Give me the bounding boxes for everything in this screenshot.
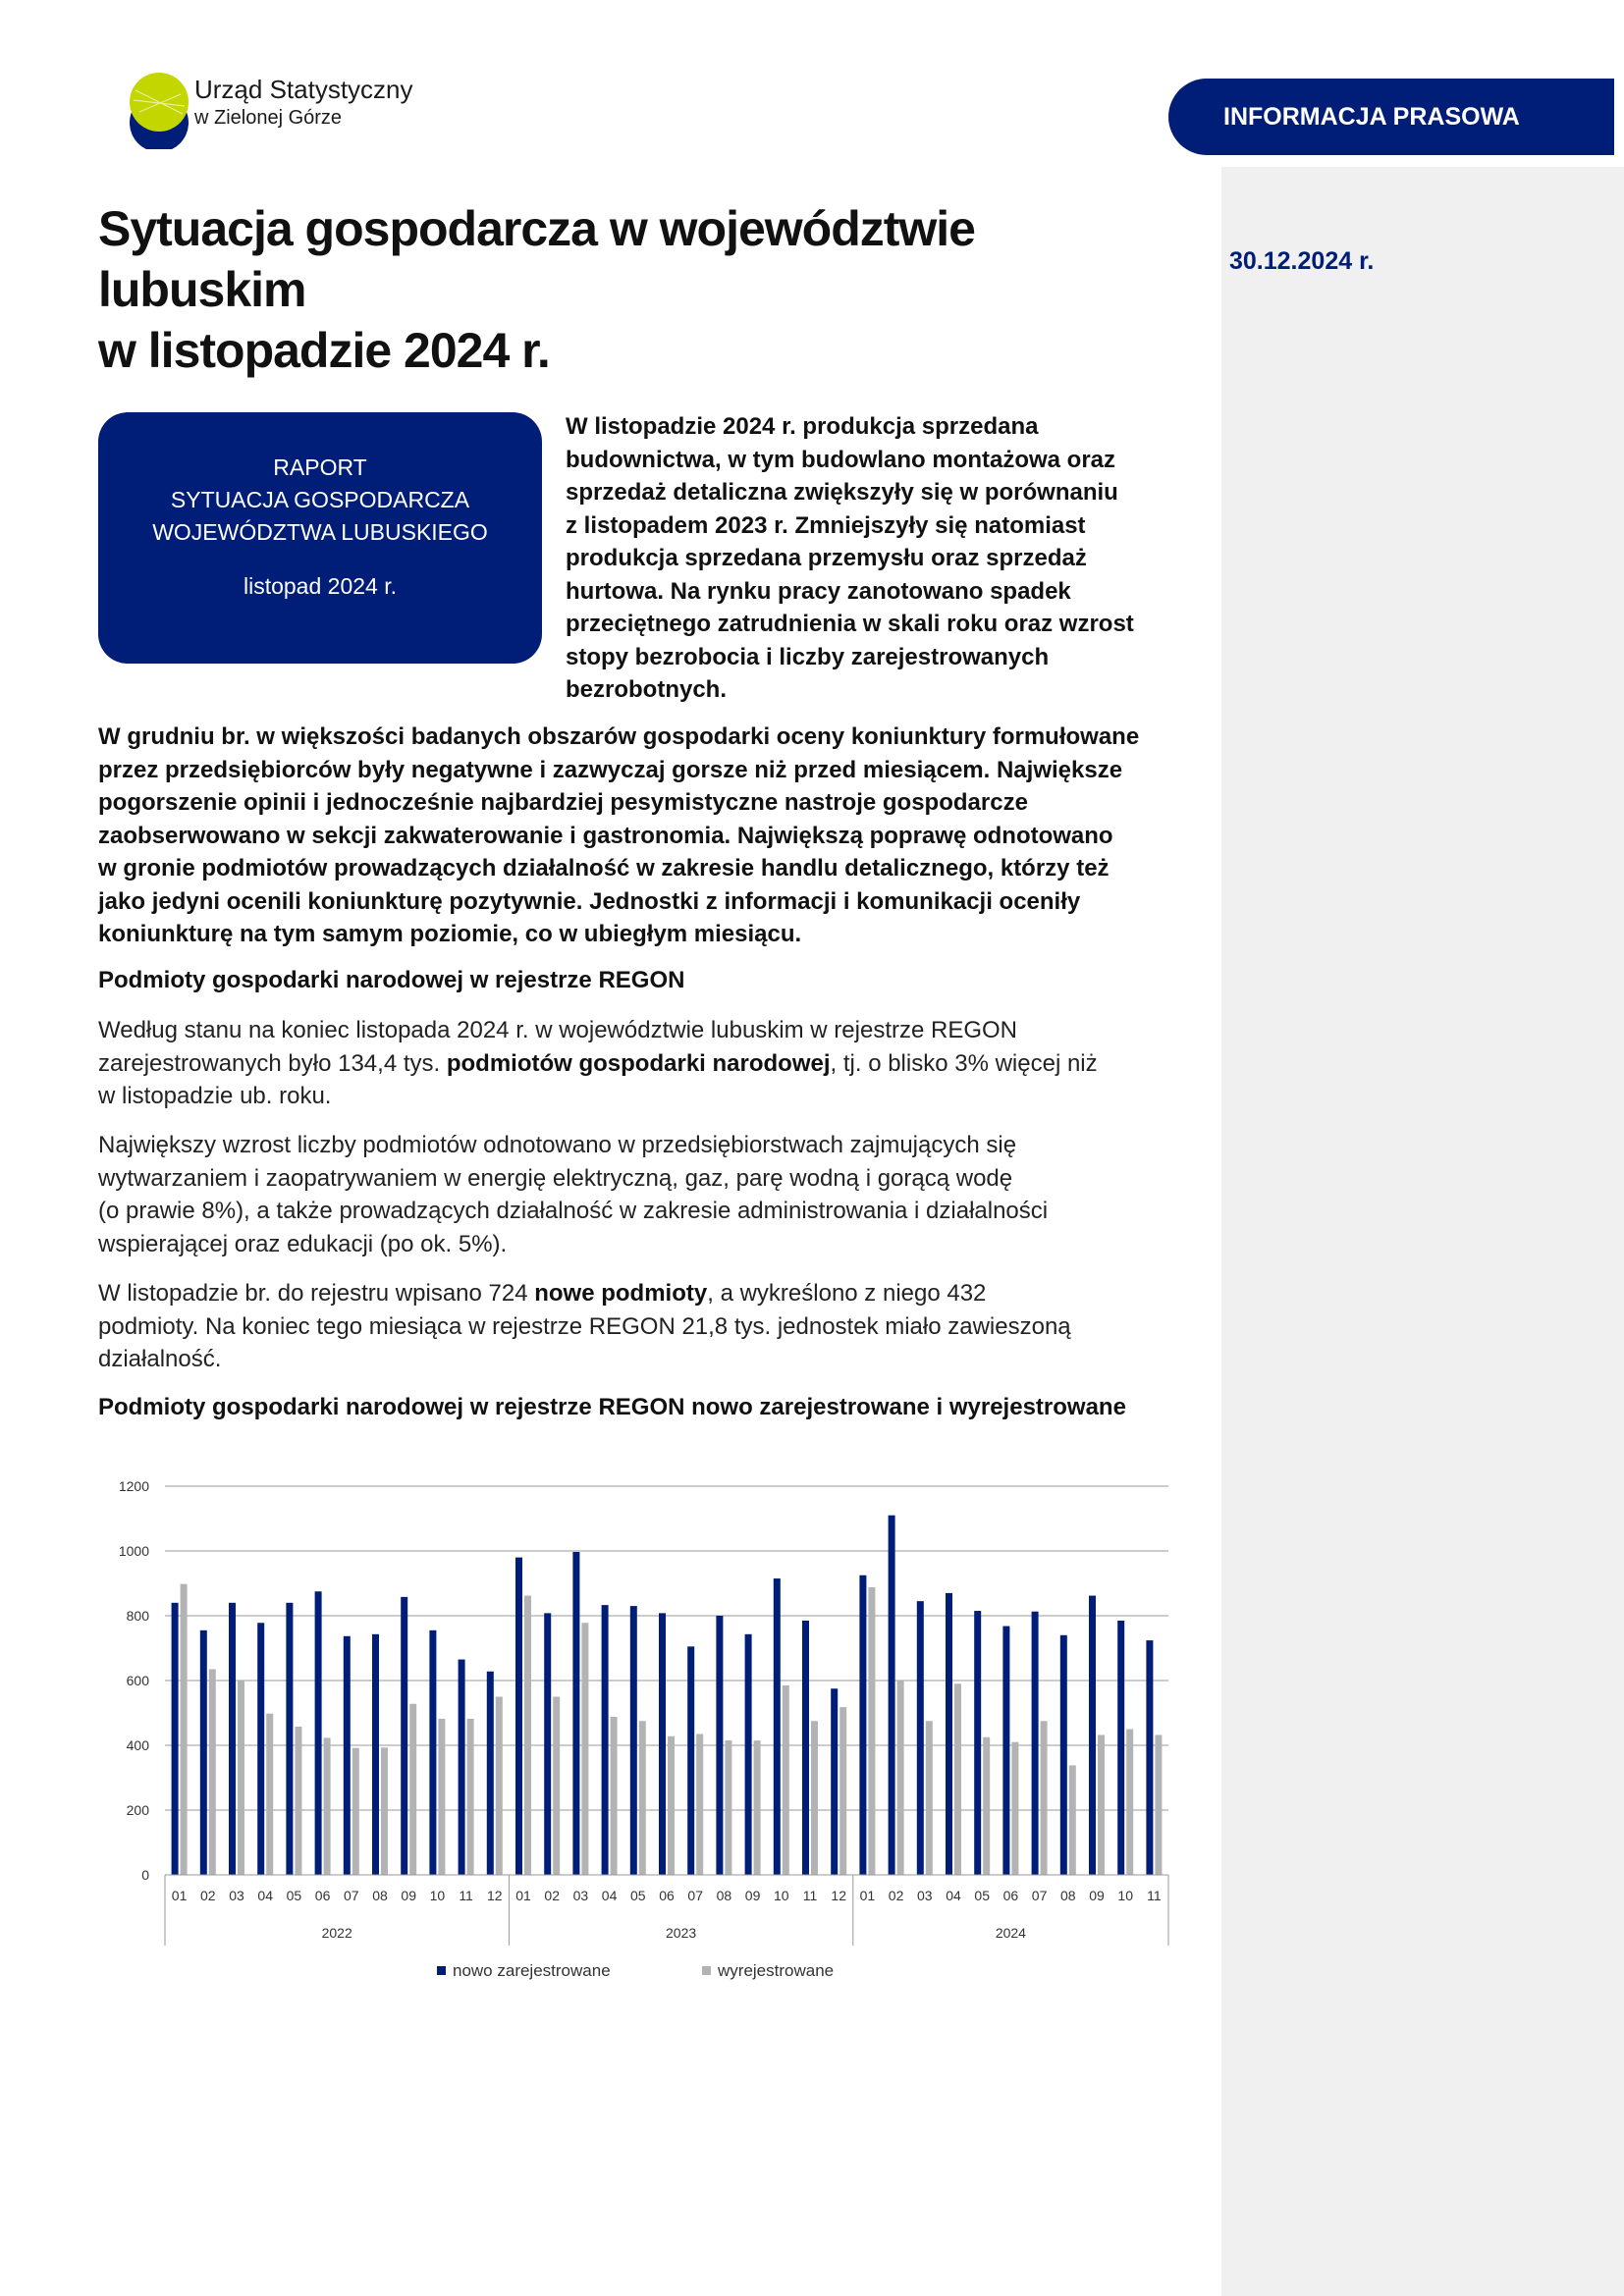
- x-tick-label: 08: [716, 1888, 732, 1903]
- text-line: wytwarzaniem i zaopatrywaniem w energię elektryczną, gaz, parę wodną i gorącą wodę: [98, 1164, 1013, 1192]
- sidebar-panel: [1221, 167, 1624, 2296]
- bar-deregistered: [783, 1685, 789, 1875]
- bar-new-registered: [200, 1630, 207, 1875]
- text-span: , tj. o blisko 3% więcej niż: [830, 1049, 1098, 1077]
- legend-swatch-deregistered: [702, 1966, 711, 1975]
- bar-deregistered: [1011, 1742, 1018, 1875]
- bar-new-registered: [344, 1636, 351, 1875]
- text-line: [98, 1047, 1198, 1081]
- text-line: W grudniu br. w większości badanych obszarów gospodarki oceny koniunktury formułowane: [98, 723, 1140, 750]
- bar-deregistered: [496, 1697, 503, 1876]
- emphasis-text: podmiotów gospodarki narodowej: [446, 1049, 831, 1077]
- bar-new-registered: [1117, 1621, 1124, 1875]
- x-tick-label: 09: [744, 1888, 761, 1903]
- y-tick-label: 200: [126, 1802, 149, 1818]
- text-span: W listopadzie br. do rejestru wpisano 724: [98, 1280, 535, 1307]
- x-tick-label: 06: [314, 1888, 331, 1903]
- bar-deregistered: [266, 1714, 273, 1875]
- x-tick-label: 11: [1147, 1888, 1162, 1903]
- logo-mark-icon: [126, 51, 194, 149]
- x-tick-label: 01: [515, 1888, 531, 1903]
- x-tick-label: 02: [544, 1888, 560, 1903]
- year-label: 2022: [321, 1925, 352, 1941]
- bar-new-registered: [515, 1558, 522, 1875]
- x-tick-label: 12: [487, 1888, 503, 1903]
- report-link-box[interactable]: [98, 412, 542, 664]
- x-tick-label: 03: [229, 1888, 244, 1903]
- lead-paragraph: [566, 410, 1194, 707]
- bar-new-registered: [572, 1552, 579, 1875]
- text-line: stopy bezrobocia i liczby zarejestrowanych: [566, 643, 1050, 670]
- bar-new-registered: [687, 1646, 694, 1875]
- text-line: (o prawie 8%), a także prowadzących działalność w zakresie administrowania i działalności: [98, 1198, 1049, 1224]
- bar-deregistered: [696, 1734, 703, 1875]
- text-line: przez przedsiębiorców były negatywne i zazwyczaj gorsze niż przed miesiącem. Największe: [98, 756, 1123, 783]
- bar-new-registered: [974, 1611, 981, 1875]
- text-line: działalność.: [98, 1346, 222, 1372]
- bar-deregistered: [581, 1623, 588, 1875]
- x-tick-label: 08: [1060, 1888, 1076, 1903]
- text-line: hurtowa. Na rynku pracy zanotowano spadek: [566, 577, 1071, 605]
- text-line: [98, 1277, 1198, 1310]
- bar-deregistered: [467, 1719, 474, 1875]
- x-tick-label: 11: [802, 1888, 818, 1903]
- bar-deregistered: [381, 1747, 388, 1875]
- bar-new-registered: [745, 1634, 752, 1875]
- bar-deregistered: [868, 1587, 875, 1875]
- text-span: zarejestrowanych było 134,4 tys.: [98, 1049, 447, 1077]
- text-span: , a wykreślono z niego 432: [707, 1280, 987, 1307]
- bar-deregistered: [238, 1680, 244, 1875]
- bar-new-registered: [429, 1630, 436, 1875]
- bar-new-registered: [630, 1606, 637, 1875]
- bar-new-registered: [659, 1613, 666, 1875]
- text-line: wspierającej oraz edukacji (po ok. 5%).: [98, 1230, 508, 1257]
- bar-new-registered: [1002, 1627, 1009, 1875]
- bar-deregistered: [639, 1721, 646, 1875]
- bar-new-registered: [1089, 1596, 1096, 1875]
- x-tick-label: 08: [372, 1888, 388, 1903]
- regon-paragraph-3: [98, 1277, 1198, 1376]
- text-line: podmioty. Na koniec tego miesiąca w rejestrze REGON 21,8 tys. jednostek miało zawieszoną: [98, 1312, 1071, 1340]
- x-tick-label: 02: [200, 1888, 216, 1903]
- bar-deregistered: [897, 1681, 904, 1875]
- logo-subtitle: w Zielonej Górze: [194, 107, 343, 129]
- x-tick-label: 01: [171, 1888, 188, 1903]
- business-sentiment-paragraph: [98, 721, 1198, 951]
- logo-title: Urząd Statystyczny: [194, 75, 413, 104]
- bar-new-registered: [1060, 1635, 1067, 1875]
- press-release-badge: INFORMACJA PRASOWA: [1168, 79, 1614, 155]
- text-line: z listopadem 2023 r. Zmniejszyły się natomiast: [566, 511, 1086, 539]
- x-tick-label: 10: [1117, 1888, 1133, 1903]
- bar-new-registered: [1146, 1640, 1153, 1875]
- regon-paragraph-2: [98, 1129, 1198, 1260]
- bar-deregistered: [839, 1707, 846, 1875]
- regon-bar-chart: [98, 1463, 1188, 1993]
- bar-new-registered: [257, 1623, 264, 1875]
- bar-new-registered: [544, 1613, 551, 1875]
- title-line: w listopadzie 2024 r.: [98, 323, 550, 378]
- bar-new-registered: [917, 1601, 924, 1875]
- bar-deregistered: [209, 1669, 216, 1875]
- year-label: 2023: [666, 1925, 697, 1941]
- bar-new-registered: [172, 1603, 179, 1875]
- text-line: przeciętnego zatrudnienia w skali roku oraz wzrost: [566, 611, 1134, 637]
- x-tick-label: 10: [774, 1888, 789, 1903]
- bar-deregistered: [1041, 1721, 1048, 1875]
- bar-new-registered: [831, 1688, 838, 1875]
- year-label: 2024: [995, 1925, 1026, 1941]
- bar-deregistered: [1069, 1765, 1076, 1875]
- bar-new-registered: [286, 1603, 293, 1875]
- bar-deregistered: [524, 1596, 531, 1875]
- text-line: koniunkturę na tym samym poziomie, co w ubiegłym miesiącu.: [98, 921, 802, 947]
- text-line: W listopadzie 2024 r. produkcja sprzedana: [566, 413, 1039, 440]
- bar-deregistered: [352, 1748, 359, 1875]
- bar-deregistered: [295, 1727, 301, 1875]
- bar-new-registered: [372, 1634, 379, 1875]
- bar-deregistered: [324, 1737, 331, 1875]
- bar-deregistered: [438, 1719, 445, 1875]
- bar-deregistered: [1126, 1730, 1133, 1876]
- bar-deregistered: [811, 1721, 818, 1875]
- x-tick-label: 11: [459, 1888, 473, 1903]
- section-heading: Podmioty gospodarki narodowej w rejestrze REGON: [98, 967, 685, 993]
- bar-new-registered: [946, 1593, 952, 1875]
- report-label: SYTUACJA GOSPODARCZA: [170, 487, 470, 512]
- y-tick-label: 0: [141, 1867, 149, 1883]
- bar-new-registered: [315, 1591, 322, 1875]
- emphasis-text: nowe podmioty: [534, 1280, 708, 1307]
- y-tick-label: 400: [126, 1737, 149, 1753]
- x-tick-label: 06: [659, 1888, 675, 1903]
- logo-text: [194, 75, 413, 130]
- y-tick-label: 1200: [118, 1478, 149, 1494]
- bar-deregistered: [668, 1736, 675, 1875]
- bar-deregistered: [1155, 1735, 1162, 1875]
- bar-new-registered: [487, 1672, 494, 1875]
- logo: [126, 51, 450, 149]
- text-line: w listopadzie ub. roku.: [98, 1083, 332, 1109]
- x-tick-label: 07: [344, 1888, 359, 1903]
- bar-deregistered: [926, 1721, 933, 1875]
- bar-new-registered: [459, 1660, 465, 1875]
- bar-new-registered: [1032, 1612, 1039, 1875]
- x-tick-label: 06: [1002, 1888, 1019, 1903]
- bar-new-registered: [802, 1621, 809, 1875]
- x-tick-label: 01: [859, 1888, 876, 1903]
- bar-new-registered: [716, 1616, 723, 1875]
- title-line: Sytuacja gospodarcza w województwie lubuskim: [98, 201, 975, 317]
- text-line: bezrobotnych.: [566, 676, 728, 703]
- x-tick-label: 05: [630, 1888, 646, 1903]
- x-tick-label: 04: [946, 1888, 961, 1903]
- x-tick-label: 09: [1089, 1888, 1105, 1903]
- report-label: RAPORT: [273, 454, 367, 480]
- bar-deregistered: [1098, 1735, 1105, 1875]
- legend-swatch-new: [437, 1966, 446, 1975]
- text-line: jako jedyni ocenili koniunkturę pozytywnie. Jednostki z informacji i komunikacji oceniły: [98, 887, 1081, 915]
- text-line: budownictwa, w tym budowlano montażowa oraz: [566, 446, 1116, 473]
- bar-new-registered: [229, 1603, 236, 1875]
- text-line: produkcja sprzedana przemysłu oraz sprzedaż: [566, 545, 1087, 571]
- x-tick-label: 05: [974, 1888, 990, 1903]
- legend-label: wyrejestrowane: [718, 1961, 835, 1980]
- x-tick-label: 10: [429, 1888, 446, 1903]
- bar-deregistered: [181, 1584, 188, 1875]
- y-tick-label: 800: [126, 1608, 149, 1624]
- bar-deregistered: [954, 1683, 961, 1875]
- x-tick-label: 04: [257, 1888, 273, 1903]
- bar-new-registered: [889, 1516, 895, 1875]
- publication-date: 30.12.2024 r.: [1229, 247, 1375, 275]
- legend-label: nowo zarejestrowane: [453, 1961, 611, 1980]
- bar-new-registered: [401, 1597, 407, 1875]
- bar-new-registered: [859, 1575, 866, 1875]
- x-tick-label: 03: [572, 1888, 589, 1903]
- bar-new-registered: [602, 1605, 609, 1875]
- x-tick-label: 07: [687, 1888, 703, 1903]
- page-title: [98, 198, 1178, 381]
- y-tick-label: 600: [126, 1673, 149, 1688]
- text-line: Według stanu na koniec listopada 2024 r. w województwie lubuskim w rejestrze REGON: [98, 1017, 1017, 1043]
- bar-deregistered: [409, 1704, 416, 1875]
- text-line: Największy wzrost liczby podmiotów odnotowano w przedsiębiorstwach zajmujących się: [98, 1132, 1017, 1158]
- x-tick-label: 02: [888, 1888, 904, 1903]
- x-tick-label: 12: [831, 1888, 846, 1903]
- report-period: listopad 2024 r.: [243, 573, 397, 599]
- bar-deregistered: [611, 1717, 618, 1875]
- bar-deregistered: [725, 1740, 731, 1875]
- regon-paragraph-1: [98, 1014, 1198, 1113]
- bar-deregistered: [983, 1737, 990, 1875]
- text-line: zaobserwowano w sekcji zakwaterowanie i gastronomia. Największą poprawę odnotowano: [98, 822, 1113, 849]
- text-line: w gronie podmiotów prowadzących działalność w zakresie handlu detalicznego, którzy też: [98, 855, 1110, 881]
- x-tick-label: 03: [917, 1888, 933, 1903]
- x-tick-label: 04: [601, 1888, 618, 1903]
- y-tick-label: 1000: [118, 1543, 149, 1559]
- x-tick-label: 09: [401, 1888, 416, 1903]
- chart-title: Podmioty gospodarki narodowej w rejestrze REGON nowo zarejestrowane i wyrejestrowane: [98, 1394, 1126, 1420]
- bar-new-registered: [774, 1578, 781, 1875]
- report-label: WOJEWÓDZTWA LUBUSKIEGO: [152, 519, 488, 545]
- text-line: pogorszenie opinii i jednocześnie najbardziej pesymistyczne nastroje gospodarcze: [98, 789, 1028, 816]
- bar-deregistered: [754, 1740, 761, 1875]
- x-tick-label: 05: [286, 1888, 302, 1903]
- bar-deregistered: [553, 1697, 560, 1876]
- x-tick-label: 07: [1031, 1888, 1048, 1903]
- text-line: sprzedaż detaliczna zwiększyły się w porównaniu: [566, 479, 1118, 506]
